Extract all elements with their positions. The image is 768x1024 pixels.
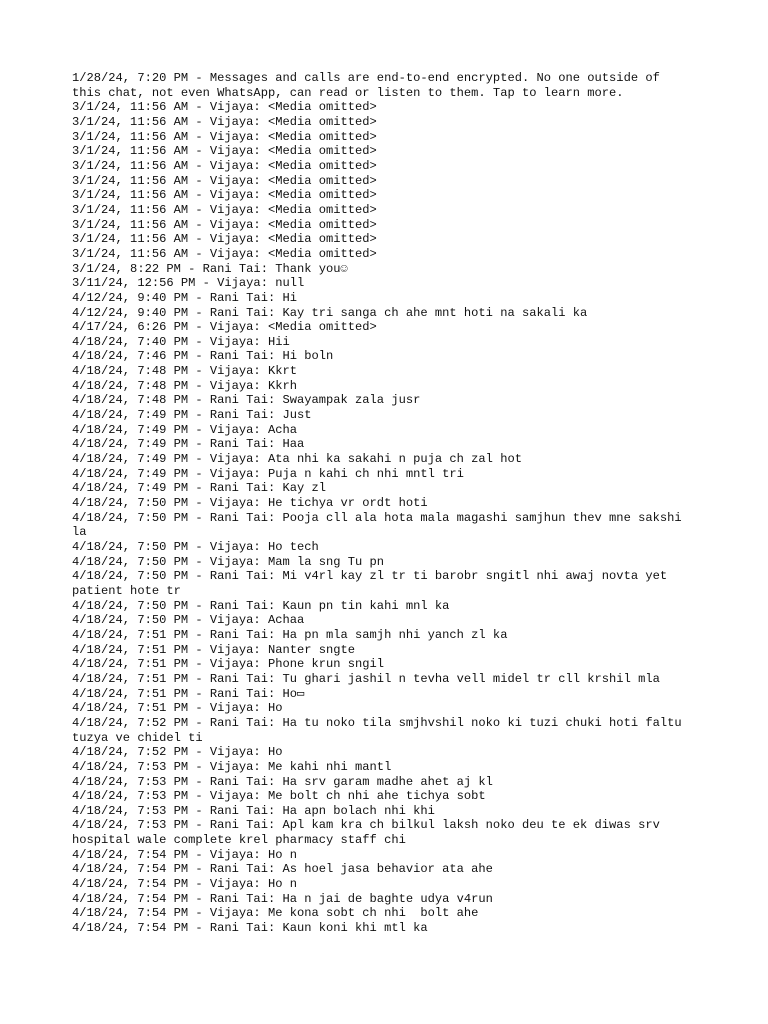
chat-line: 4/18/24, 7:52 PM - Vijaya: Ho xyxy=(72,745,283,760)
chat-line: 4/18/24, 7:48 PM - Rani Tai: Swayampak zala jusr xyxy=(72,393,421,408)
chat-line: 3/1/24, 8:22 PM - Rani Tai: Thank you☺ xyxy=(72,261,348,276)
chat-line: 3/1/24, 11:56 AM - Vijaya: <Media omitted> xyxy=(72,232,377,247)
chat-line: 4/18/24, 7:40 PM - Vijaya: Hii xyxy=(72,334,290,349)
chat-line: 3/1/24, 11:56 AM - Vijaya: <Media omitted> xyxy=(72,188,377,203)
chat-line: 4/18/24, 7:51 PM - Vijaya: Nanter sngte xyxy=(72,642,356,657)
chat-line: 3/1/24, 11:56 AM - Vijaya: <Media omitted> xyxy=(72,129,377,144)
chat-line: 3/1/24, 11:56 AM - Vijaya: <Media omitted> xyxy=(72,114,377,129)
chat-line: 4/18/24, 7:50 PM - Vijaya: Ho tech xyxy=(72,540,319,554)
chat-line: 4/18/24, 7:54 PM - Vijaya: Ho n xyxy=(72,847,297,862)
chat-line: 4/12/24, 9:40 PM - Rani Tai: Hi xyxy=(72,290,297,305)
chat-line: 4/18/24, 7:53 PM - Vijaya: Me kahi nhi mantl xyxy=(72,759,392,774)
chat-line: 4/18/24, 7:48 PM - Vijaya: Kkrh xyxy=(72,378,297,393)
chat-line: 4/18/24, 7:51 PM - Rani Tai: Ha pn mla samjh nhi yanch zl ka xyxy=(72,627,508,642)
chat-line: 3/11/24, 12:56 PM - Vijaya: null xyxy=(72,276,305,291)
chat-line: 4/18/24, 7:52 PM - Rani Tai: Ha tu noko tila smjhvshil noko ki tuzi chuki hoti faltu tuzya ve chidel ti xyxy=(72,715,689,745)
chat-line: 4/18/24, 7:49 PM - Rani Tai: Just xyxy=(72,408,312,423)
chat-line: 3/1/24, 11:56 AM - Vijaya: <Media omitted> xyxy=(72,217,377,232)
chat-line: 4/18/24, 7:53 PM - Vijaya: Me bolt ch nhi ahe tichya sobt xyxy=(72,789,486,804)
chat-line: 4/18/24, 7:54 PM - Vijaya: Me kona sobt ch nhi bolt ahe xyxy=(72,906,479,921)
chat-line: 4/18/24, 7:54 PM - Rani Tai: Kaun koni khi mtl ka xyxy=(72,921,428,936)
chat-line: 3/1/24, 11:56 AM - Vijaya: <Media omitted> xyxy=(72,144,377,159)
chat-line: 4/18/24, 7:53 PM - Rani Tai: Ha srv garam madhe ahet aj kl xyxy=(72,774,493,789)
chat-line: 3/1/24, 11:56 AM - Vijaya: <Media omitted> xyxy=(72,158,377,173)
chat-line: 4/18/24, 7:53 PM - Rani Tai: Ha apn bolach nhi khi xyxy=(72,803,435,818)
chat-line: 4/18/24, 7:51 PM - Vijaya: Ho xyxy=(72,701,283,716)
chat-line: 3/1/24, 11:56 AM - Vijaya: <Media omitted> xyxy=(72,173,377,188)
chat-line: 4/18/24, 7:50 PM - Vijaya: He tichya vr ordt hoti xyxy=(72,496,428,511)
chat-line: 4/18/24, 7:49 PM - Vijaya: Puja n kahi ch nhi mntl tri xyxy=(72,466,464,481)
chat-line: 1/28/24, 7:20 PM - Messages and calls are end-to-end encrypted. No one outside of this chat, not even WhatsApp, can read or listen to them. Tap to learn more. xyxy=(72,71,668,100)
chat-line: 4/18/24, 7:49 PM - Rani Tai: Haa xyxy=(72,437,305,452)
chat-line: 3/1/24, 11:56 AM - Vijaya: <Media omitted> xyxy=(72,100,377,115)
chat-line: 4/18/24, 7:50 PM - Rani Tai: Pooja cll ala hota mala magashi samjhun thev mne sakshi la xyxy=(72,510,689,540)
chat-line: 4/17/24, 6:26 PM - Vijaya: <Media omitted> xyxy=(72,320,377,335)
chat-line: 4/18/24, 7:54 PM - Rani Tai: Ha n jai de baghte udya v4run xyxy=(72,891,493,906)
chat-line: 4/18/24, 7:50 PM - Vijaya: Mam la sng Tu pn xyxy=(72,554,385,569)
chat-export-text xyxy=(72,71,692,936)
chat-line: 4/18/24, 7:48 PM - Vijaya: Kkrt xyxy=(72,364,297,379)
chat-line: 4/18/24, 7:54 PM - Rani Tai: As hoel jasa behavior ata ahe xyxy=(72,862,493,877)
chat-line: 3/1/24, 11:56 AM - Vijaya: <Media omitted> xyxy=(72,202,377,217)
chat-line: 4/18/24, 7:54 PM - Vijaya: Ho n xyxy=(72,877,297,892)
chat-line: 4/18/24, 7:50 PM - Rani Tai: Mi v4rl kay zl tr ti barobr sngitl nhi awaj novta yet patient hote tr xyxy=(72,569,675,598)
chat-line: 4/12/24, 9:40 PM - Rani Tai: Kay tri sanga ch ahe mnt hoti na sakali ka xyxy=(72,305,588,320)
chat-line: 4/18/24, 7:50 PM - Vijaya: Achaa xyxy=(72,613,305,628)
chat-line: 4/18/24, 7:49 PM - Vijaya: Ata nhi ka sakahi n puja ch zal hot xyxy=(72,452,522,467)
chat-line: 4/18/24, 7:49 PM - Vijaya: Acha xyxy=(72,422,297,437)
chat-line: 4/18/24, 7:49 PM - Rani Tai: Kay zl xyxy=(72,481,327,496)
chat-line: 4/18/24, 7:51 PM - Rani Tai: Ho▭ xyxy=(72,686,305,701)
chat-line: 3/1/24, 11:56 AM - Vijaya: <Media omitted> xyxy=(72,246,377,261)
chat-line: 4/18/24, 7:46 PM - Rani Tai: Hi boln xyxy=(72,349,334,364)
chat-line: 4/18/24, 7:51 PM - Rani Tai: Tu ghari jashil n tevha vell midel tr cll krshil mla xyxy=(72,671,660,686)
chat-line: 4/18/24, 7:51 PM - Vijaya: Phone krun sngil xyxy=(72,657,385,672)
chat-line: 4/18/24, 7:53 PM - Rani Tai: Apl kam kra ch bilkul laksh noko deu te ek diwas srv hospital wale complete krel pharmacy staff chi xyxy=(72,818,668,848)
chat-line: 4/18/24, 7:50 PM - Rani Tai: Kaun pn tin kahi mnl ka xyxy=(72,598,450,613)
